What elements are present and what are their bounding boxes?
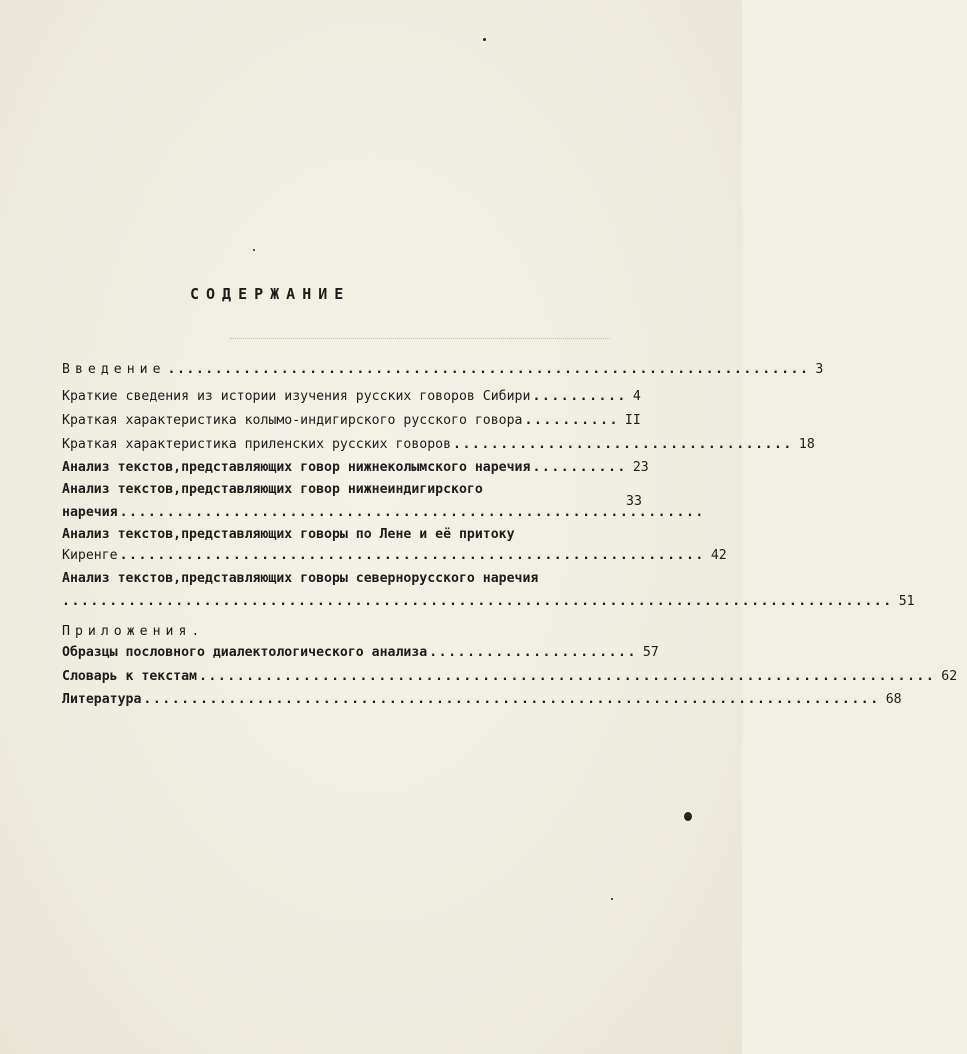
dot-leader: .............................................................................. bbox=[198, 669, 936, 684]
toc-entry-title-line[interactable]: Анализ текстов,представляющих говор нижнеиндигирского bbox=[62, 482, 483, 497]
toc-entry-title: Словарь к текстам bbox=[62, 669, 197, 684]
toc-entry[interactable] bbox=[62, 460, 649, 475]
toc-entry-page: 51 bbox=[898, 594, 915, 609]
toc-entry[interactable] bbox=[62, 594, 915, 609]
toc-entry[interactable] bbox=[62, 692, 902, 707]
toc-entry-title: Введение bbox=[62, 362, 166, 377]
toc-entry-page: 4 bbox=[632, 389, 641, 404]
dot-leader: .................................................................... bbox=[167, 362, 810, 377]
toc-entry[interactable] bbox=[62, 505, 705, 520]
toc-entry-page: II bbox=[624, 413, 641, 428]
toc-entry-title: Образцы пословного диалектологического анализа bbox=[62, 645, 428, 660]
toc-entry-page: 62 bbox=[941, 669, 958, 684]
speck bbox=[684, 812, 692, 821]
dot-leader: .......... bbox=[524, 413, 619, 428]
toc-entry-page: 3 bbox=[815, 362, 824, 377]
speck bbox=[253, 249, 255, 251]
toc-entry[interactable] bbox=[62, 413, 646, 428]
dot-leader: ........................................................................................ bbox=[62, 594, 893, 609]
dot-leader: .............................................................. bbox=[119, 548, 705, 563]
toc-entry-title: Краткая характеристика колымо-индигирского русского говора bbox=[62, 413, 523, 428]
speck bbox=[483, 38, 486, 41]
dot-leader: .............................................................. bbox=[119, 505, 705, 520]
toc-entry-page: 68 bbox=[885, 692, 902, 707]
toc-entry[interactable] bbox=[62, 548, 727, 563]
dot-leader: .................................... bbox=[453, 437, 793, 452]
dot-leader: .............................................................................. bbox=[143, 692, 880, 707]
dot-leader: .......... bbox=[532, 389, 627, 404]
toc-entry[interactable] bbox=[62, 645, 659, 660]
speck bbox=[611, 898, 613, 900]
toc-entry-title: Киренге bbox=[62, 548, 118, 563]
dot-leader: .......... bbox=[532, 460, 627, 475]
toc-entry[interactable] bbox=[62, 669, 958, 684]
toc-entry-page: 18 bbox=[798, 437, 815, 452]
faint-dot-line bbox=[230, 338, 610, 339]
toc-entry-page: 57 bbox=[642, 645, 659, 660]
toc-entry[interactable] bbox=[62, 437, 815, 452]
dot-leader: ...................... bbox=[429, 645, 637, 660]
toc-entry-page: 42 bbox=[710, 548, 727, 563]
toc-entry-title: Краткая характеристика приленских русских говоров bbox=[62, 437, 452, 452]
toc-entry-title: Краткие сведения из истории изучения русских говоров Сибири bbox=[62, 389, 531, 404]
page-title: СОДЕРЖАНИЕ bbox=[190, 285, 351, 303]
toc-entry-intro[interactable] bbox=[62, 362, 824, 377]
toc-entry-title-line[interactable]: Анализ текстов,представляющих говоры по Лене и её притоку bbox=[62, 527, 515, 542]
appendix-heading: Приложения. bbox=[62, 624, 205, 639]
toc-entry-title: наречия bbox=[62, 505, 118, 520]
toc-entry-title: Литература bbox=[62, 692, 142, 707]
toc-entry-page: 23 bbox=[632, 460, 649, 475]
toc-entry-title-line[interactable]: Анализ текстов,представляющих говоры севернорусского наречия bbox=[62, 571, 539, 586]
toc-entry-title: Анализ текстов,представляющих говор нижнеколымского наречия bbox=[62, 460, 531, 475]
toc-entry[interactable] bbox=[62, 389, 646, 404]
toc-entry-page: 33 bbox=[626, 494, 642, 509]
